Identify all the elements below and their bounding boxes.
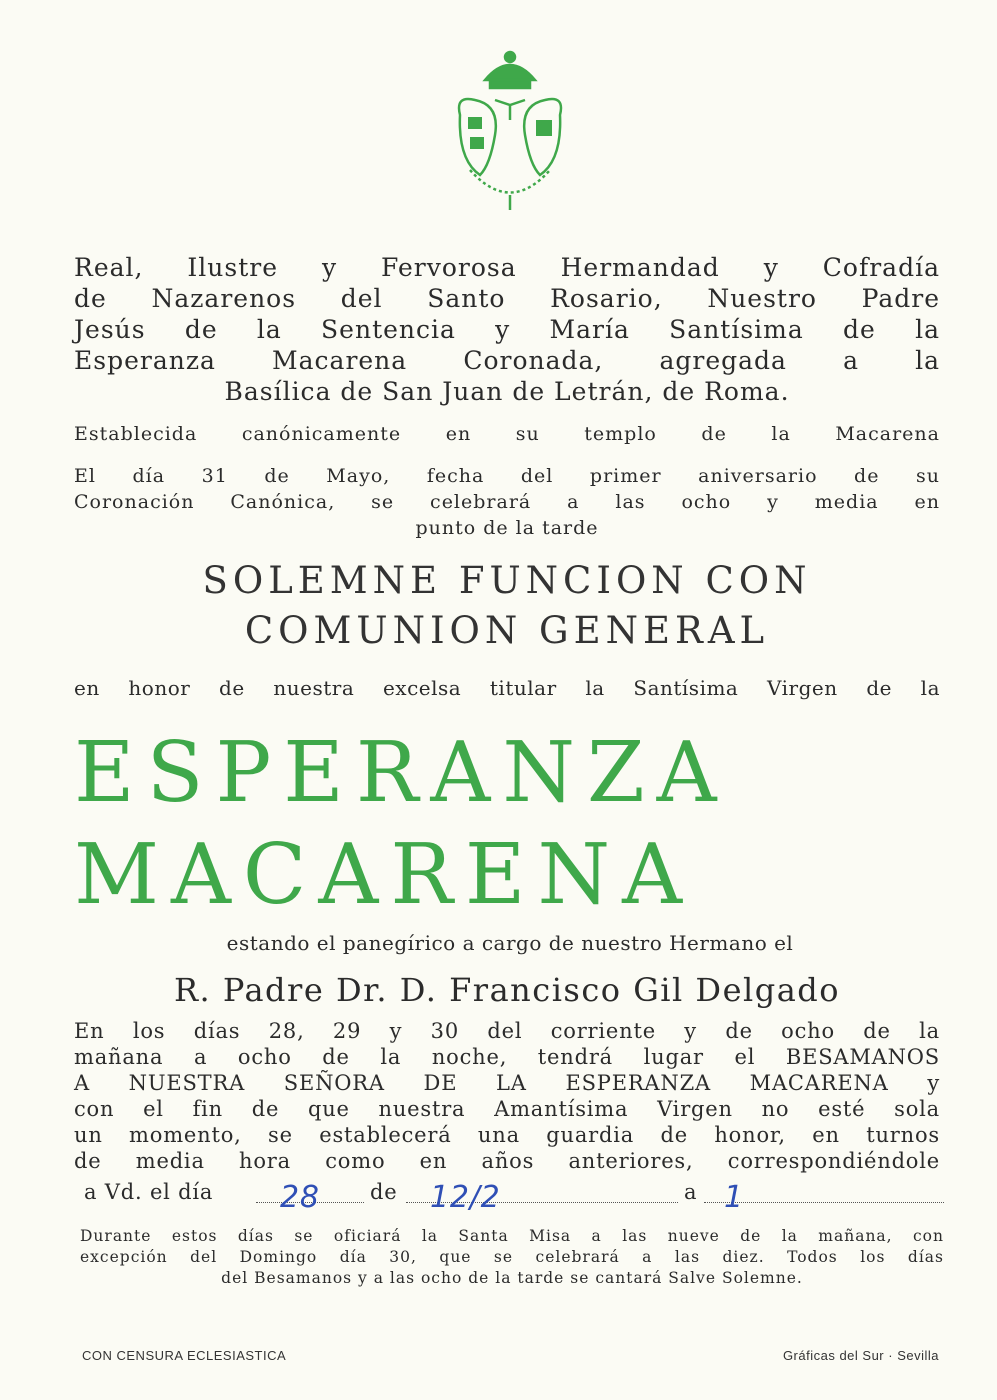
fill-a: a <box>684 1180 698 1204</box>
brotherhood-crest-icon <box>440 45 580 215</box>
handwritten-time: 12/2 <box>430 1180 501 1215</box>
title-line: ESPERANZA <box>74 724 729 821</box>
intro-line: Jesús de la Sentencia y María Santísima de la <box>74 315 940 344</box>
besamanos-line: mañana a ocho de la noche, tendrá lugar el BESAMANOS <box>74 1045 940 1069</box>
title-line: MACARENA <box>74 826 695 923</box>
intro-line: Basílica de San Juan de Letrán, de Roma. <box>224 377 790 406</box>
panegyric-line: estando el panegírico a cargo de nuestro Hermano el <box>226 931 794 955</box>
printer-credit: Gráficas del Sur · Sevilla <box>782 1348 939 1363</box>
announcement-line: El día 31 de Mayo, fecha del primer aniversario de su <box>74 465 940 487</box>
announcement-line: punto de la tarde <box>415 517 599 539</box>
handwritten-to: 1 <box>724 1180 744 1215</box>
fill-de: de <box>370 1180 398 1204</box>
besamanos-line: En los días 28, 29 y 30 del corriente y de ocho de la <box>74 1019 940 1043</box>
function-heading <box>74 556 940 656</box>
announcement-line: Coronación Canónica, se celebrará a las ocho y media en <box>74 491 940 513</box>
fill-prefix: a Vd. el día <box>84 1180 214 1204</box>
function-line: COMUNION GENERAL <box>244 609 770 652</box>
function-line: SOLEMNE FUNCION CON <box>202 559 812 602</box>
besamanos-line: un momento, se establecerá una guardia de honor, en turnos <box>74 1123 940 1147</box>
besamanos-line: A NUESTRA SEÑORA DE LA ESPERANZA MACARENA y <box>74 1071 940 1095</box>
besamanos-line: de media hora como en años anteriores, correspondiéndole <box>74 1149 940 1173</box>
handwritten-day: 28 <box>280 1180 320 1215</box>
censorship-note: CON CENSURA ECLESIASTICA <box>82 1348 287 1363</box>
honor-line: en honor de nuestra excelsa titular la Santísima Virgen de la <box>74 676 940 700</box>
intro-line: de Nazarenos del Santo Rosario, Nuestro Padre <box>74 284 940 313</box>
note-line: excepción del Domingo día 30, que se celebrará a las diez. Todos los días <box>80 1248 944 1266</box>
intro-line: Real, Ilustre y Fervorosa Hermandad y Cofradía <box>74 253 940 282</box>
guard-assignment-row <box>84 1176 944 1215</box>
note-line: Durante estos días se oficiará la Santa Misa a las nueve de la mañana, con <box>80 1227 944 1245</box>
besamanos-text <box>74 1018 940 1174</box>
brotherhood-name <box>74 252 940 407</box>
established-line: Establecida canónicamente en su templo de la Macarena <box>74 423 940 445</box>
intro-line: Esperanza Macarena Coronada, agregada a la <box>74 346 940 375</box>
mass-notes <box>80 1226 944 1289</box>
announcement-text <box>74 463 940 541</box>
virgin-title <box>74 722 940 926</box>
note-line: del Besamanos y a las ocho de la tarde se cantará Salve Solemne. <box>221 1269 803 1287</box>
besamanos-line: con el fin de que nuestra Amantísima Virgen no esté sola <box>74 1097 940 1121</box>
preacher-name: R. Padre Dr. D. Francisco Gil Delgado <box>173 971 841 1009</box>
